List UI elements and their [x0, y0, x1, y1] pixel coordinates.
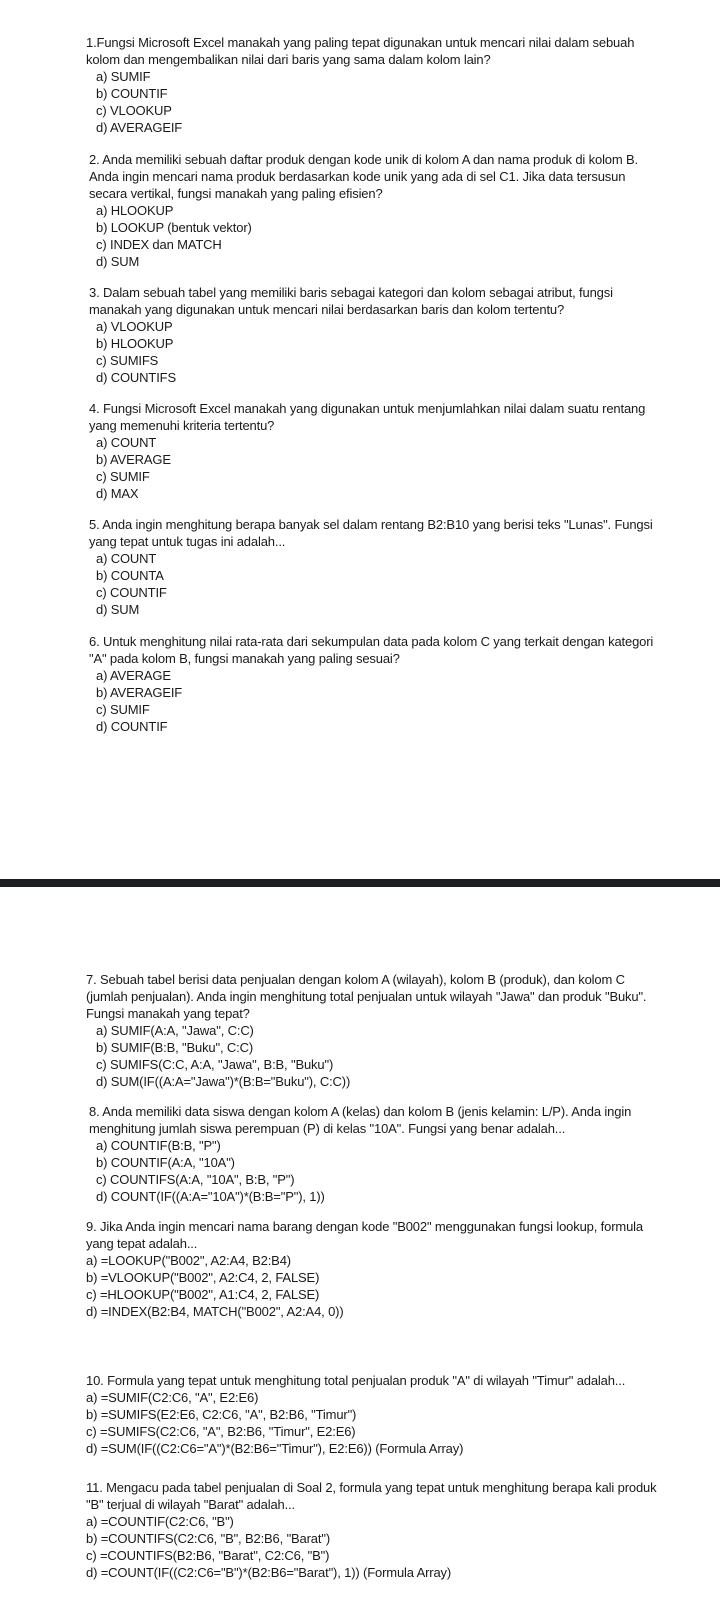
- question-text: 8. Anda memiliki data siswa dengan kolom A (kelas) dan kolom B (jenis kelamin: L/P). Anda ingin menghitung jumlah siswa perempuan (P) di kelas "10A". Fungsi yang benar adalah...: [89, 1104, 635, 1136]
- answer-option: c) COUNTIFS(A:A, "10A", B:B, "P"): [96, 1172, 295, 1187]
- question-text: 9. Jika Anda ingin mencari nama barang dengan kode "B002" menggunakan fungsi lookup, formula yang tepat adalah...: [86, 1219, 647, 1251]
- question-text: 11. Mengacu pada tabel penjualan di Soal 2, formula yang tepat untuk menghitung berapa kali produk "B" terjual di wilayah "Barat" adalah...: [86, 1480, 660, 1512]
- answer-option: b) HLOOKUP: [96, 336, 174, 351]
- answer-option: c) SUMIF: [96, 702, 150, 717]
- question-text: 6. Untuk menghitung nilai rata-rata dari sekumpulan data pada kolom C yang terkait dengan kategori "A" pada kolom B, fungsi manakah yang paling sesuai?: [89, 634, 657, 666]
- answer-option: b) =SUMIFS(E2:E6, C2:C6, "A", B2:B6, "Timur"): [86, 1407, 357, 1422]
- answer-option: a) COUNT: [96, 551, 157, 566]
- page-divider: [0, 879, 720, 887]
- question-6: [86, 633, 666, 735]
- answer-option: c) =COUNTIFS(B2:B6, "Barat", C2:C6, "B"): [86, 1548, 330, 1563]
- answer-option: d) COUNTIF: [96, 719, 168, 734]
- answer-option: c) INDEX dan MATCH: [96, 237, 222, 252]
- question-3: [86, 284, 666, 386]
- answer-option: c) SUMIFS: [96, 353, 159, 368]
- question-2: [86, 151, 666, 270]
- answer-option: b) COUNTIF(A:A, "10A"): [96, 1155, 235, 1170]
- answer-option: d) MAX: [96, 486, 139, 501]
- question-text: 10. Formula yang tepat untuk menghitung total penjualan produk "A" di wilayah "Timur" adalah...: [86, 1373, 626, 1388]
- answer-option: c) COUNTIF: [96, 585, 167, 600]
- question-text: 1.Fungsi Microsoft Excel manakah yang paling tepat digunakan untuk mencari nilai dalam sebuah kolom dan mengembalikan nilai dari baris yang sama dalam kolom lain?: [86, 35, 638, 67]
- question-10: [86, 1372, 666, 1457]
- answer-option: a) COUNT: [96, 435, 157, 450]
- answer-option: b) AVERAGEIF: [96, 685, 183, 700]
- answer-option: a) COUNTIF(B:B, "P"): [96, 1138, 221, 1153]
- question-text: 2. Anda memiliki sebuah daftar produk dengan kode unik di kolom A dan nama produk di kolom B. Anda ingin mencari nama produk berdasarkan kode unik yang ada di sel C1. Jika data tersusun secara vertikal, fungsi manakah yang paling efisien?: [89, 152, 641, 201]
- answer-option: c) VLOOKUP: [96, 103, 172, 118]
- answer-option: d) SUM: [96, 254, 140, 269]
- answer-option: d) COUNTIFS: [96, 370, 176, 385]
- answer-option: a) =LOOKUP("B002", A2:A4, B2:B4): [86, 1253, 291, 1268]
- answer-option: d) AVERAGEIF: [96, 120, 183, 135]
- answer-option: d) =INDEX(B2:B4, MATCH("B002", A2:A4, 0)): [86, 1304, 344, 1319]
- answer-option: a) AVERAGE: [96, 668, 171, 683]
- question-1: [86, 34, 666, 136]
- answer-option: b) COUNTA: [96, 568, 164, 583]
- answer-option: c) SUMIF: [96, 469, 150, 484]
- answer-option: d) =SUM(IF((C2:C6="A")*(B2:B6="Timur"), E2:E6)) (Formula Array): [86, 1441, 464, 1456]
- question-4: [86, 400, 666, 502]
- question-5: [86, 516, 666, 618]
- question-7: [86, 971, 666, 1090]
- answer-option: d) SUM(IF((A:A="Jawa")*(B:B="Buku"), C:C)): [96, 1074, 351, 1089]
- question-text: 4. Fungsi Microsoft Excel manakah yang digunakan untuk menjumlahkan nilai dalam suatu rentang yang memenuhi kriteria tertentu?: [89, 401, 649, 433]
- answer-option: b) SUMIF(B:B, "Buku", C:C): [96, 1040, 254, 1055]
- answer-option: a) SUMIF: [96, 69, 151, 84]
- answer-option: b) LOOKUP (bentuk vektor): [96, 220, 252, 235]
- answer-option: d) COUNT(IF((A:A="10A")*(B:B="P"), 1)): [96, 1189, 325, 1204]
- answer-option: a) =COUNTIF(C2:C6, "B"): [86, 1514, 234, 1529]
- answer-option: c) SUMIFS(C:C, A:A, "Jawa", B:B, "Buku"): [96, 1057, 334, 1072]
- answer-option: b) =COUNTIFS(C2:C6, "B", B2:B6, "Barat"): [86, 1531, 330, 1546]
- answer-option: b) COUNTIF: [96, 86, 168, 101]
- question-text: 3. Dalam sebuah tabel yang memiliki baris sebagai kategori dan kolom sebagai atribut, fungsi manakah yang digunakan untuk mencari nilai berdasarkan baris dan kolom tertentu?: [89, 285, 617, 317]
- question-text: 5. Anda ingin menghitung berapa banyak sel dalam rentang B2:B10 yang berisi teks "Lunas". Fungsi yang tepat untuk tugas ini adalah...: [89, 517, 657, 549]
- question-text: 7. Sebuah tabel berisi data penjualan dengan kolom A (wilayah), kolom B (produk), dan kolom C (jumlah penjualan). Anda ingin menghitung total penjualan untuk wilayah "Jawa" dan produk "Buku". Fungsi manakah yang tepat?: [86, 972, 650, 1021]
- answer-option: a) =SUMIF(C2:C6, "A", E2:E6): [86, 1390, 259, 1405]
- question-8: [86, 1103, 666, 1205]
- answer-option: d) =COUNT(IF((C2:C6="B")*(B2:B6="Barat"), 1)) (Formula Array): [86, 1565, 452, 1580]
- answer-option: c) =HLOOKUP("B002", A1:C4, 2, FALSE): [86, 1287, 320, 1302]
- answer-option: a) SUMIF(A:A, "Jawa", C:C): [96, 1023, 254, 1038]
- question-9: [86, 1218, 666, 1320]
- answer-option: a) HLOOKUP: [96, 203, 174, 218]
- answer-option: b) =VLOOKUP("B002", A2:C4, 2, FALSE): [86, 1270, 320, 1285]
- question-11: [86, 1479, 666, 1581]
- answer-option: b) AVERAGE: [96, 452, 171, 467]
- answer-option: a) VLOOKUP: [96, 319, 173, 334]
- answer-option: d) SUM: [96, 602, 140, 617]
- answer-option: c) =SUMIFS(C2:C6, "A", B2:B6, "Timur", E2:E6): [86, 1424, 356, 1439]
